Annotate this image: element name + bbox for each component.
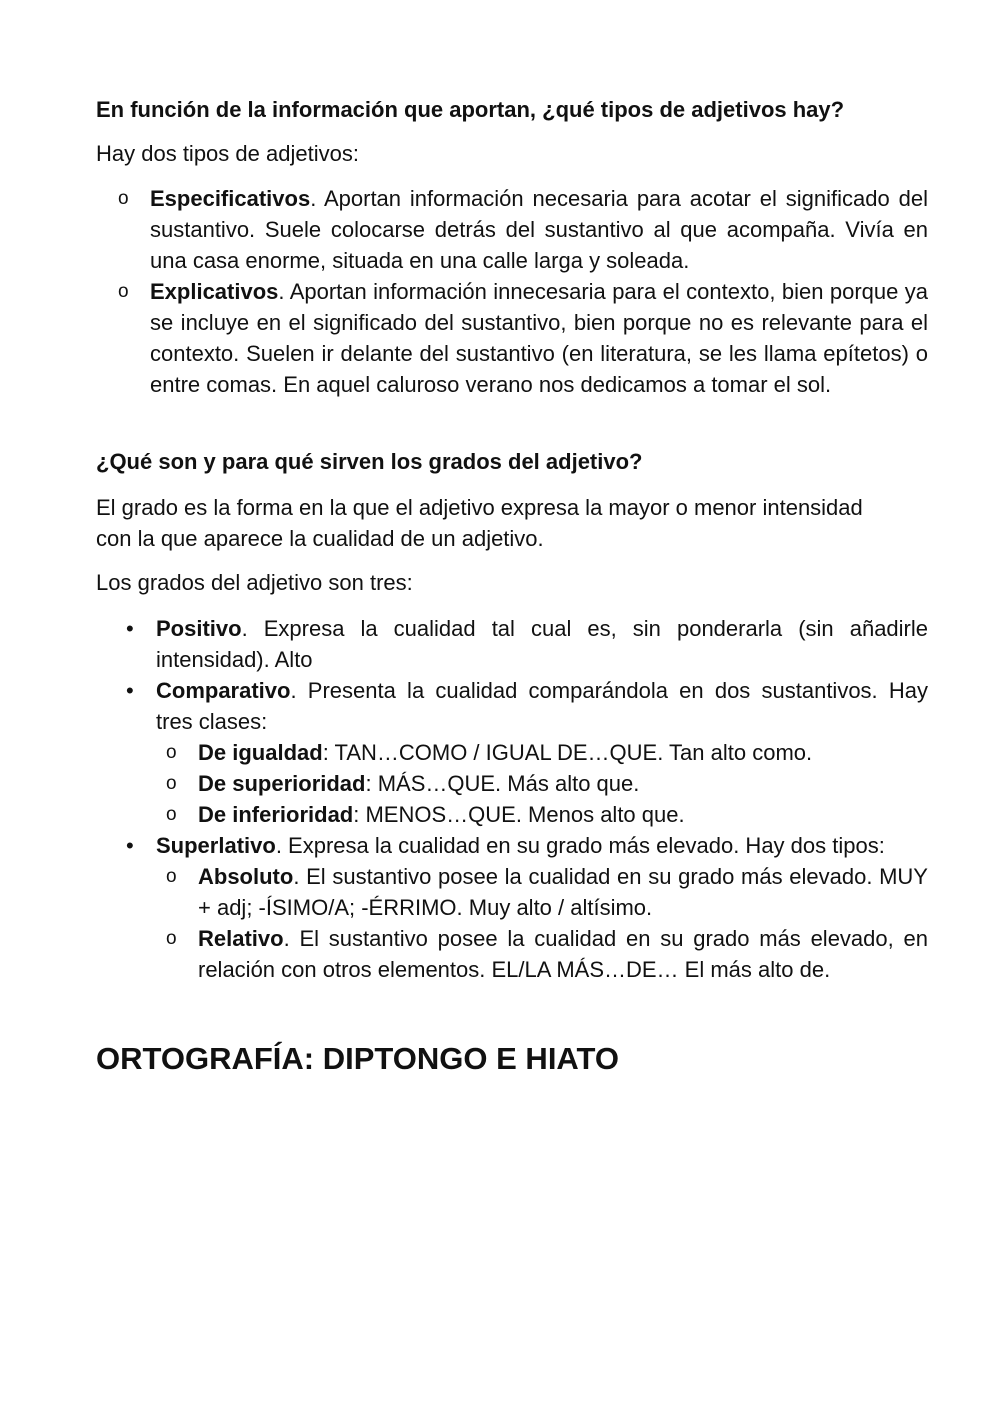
bullet-icon: • [126,616,134,641]
grades-definition-paragraph: El grado es la forma en la que el adjetivo expresa la mayor o menor intensidad con la que aparece la cualidad de un adjetivo. [96,495,863,551]
sub-item-igualdad [96,737,928,768]
section-title-ortografia: ORTOGRAFÍA: DIPTONGO E HIATO [96,1041,620,1076]
definition-relativo: . El sustantivo posee la cualidad en su grado más elevado, en relación con otros elementos. EL/LA MÁS…DE… El más alto de. [198,926,928,982]
heading-adjective-grades: ¿Qué son y para qué sirven los grados del adjetivo? [96,449,643,474]
sub-item-text [198,861,928,923]
list-item-text [156,675,928,737]
grades-list [96,613,928,985]
heading-adjective-types: En función de la información que aportan, ¿qué tipos de adjetivos hay? [96,97,845,122]
term-relativo: Relativo [198,926,284,951]
term-igualdad: De igualdad [198,740,323,765]
circle-bullet-icon: o [166,773,177,794]
definition-comparativo: . Presenta la cualidad comparándola en dos sustantivos. Hay tres clases: [156,678,928,734]
term-inferioridad: De inferioridad [198,802,354,827]
definition-especificativos: . Aportan información necesaria para acotar el significado del sustantivo. Suele colocarse detrás del sustantivo al que acompaña. Vivía en una casa enorme, situada en una calle larga y soleada. [150,186,928,273]
sub-item-text [198,768,928,799]
circle-bullet-icon: o [118,281,129,302]
term-absoluto: Absoluto [198,864,294,889]
definition-igualdad: : TAN…COMO / IGUAL DE…QUE. Tan alto como. [322,740,813,765]
definition-inferioridad: : MENOS…QUE. Menos alto que. [353,802,685,827]
grades-intro-paragraph: Los grados del adjetivo son tres: [96,570,413,595]
circle-bullet-icon: o [118,188,129,209]
term-explicativos: Explicativos [150,279,279,304]
list-item-text [156,830,888,861]
adjective-types-list [96,183,928,400]
list-item-explicativos [96,276,928,400]
list-item-text [156,613,928,675]
list-item-comparativo [96,675,928,737]
list-item-superlativo [96,830,928,861]
list-item-positivo [96,613,928,675]
sub-item-inferioridad [96,799,928,830]
circle-bullet-icon: o [166,742,177,763]
circle-bullet-icon: o [166,928,177,949]
list-item-especificativos [96,183,928,276]
circle-bullet-icon: o [166,866,177,887]
definition-superlativo: . Expresa la cualidad en su grado más elevado. Hay dos tipos: [275,833,885,858]
term-comparativo: Comparativo [156,678,291,703]
document-page [96,94,928,1079]
term-positivo: Positivo [156,616,242,641]
intro-adjective-types: Hay dos tipos de adjetivos: [96,141,359,166]
sub-item-relativo [96,923,928,985]
sub-item-absoluto [96,861,928,923]
circle-bullet-icon: o [166,804,177,825]
term-superioridad: De superioridad [198,771,366,796]
definition-positivo: . Expresa la cualidad tal cual es, sin ponderarla (sin añadirle intensidad). Alto [156,616,928,672]
sub-item-text [198,799,928,830]
term-especificativos: Especificativos [150,186,311,211]
definition-superioridad: : MÁS…QUE. Más alto que. [365,771,640,796]
sub-item-text [198,737,928,768]
bullet-icon: • [126,678,134,703]
definition-explicativos: . Aportan información innecesaria para el contexto, bien porque ya se incluye en el significado del sustantivo, bien porque no es relevante para el contexto. Suelen ir delante del sustantivo (en literatura, se les llama epítetos) o entre comas. En aquel caluroso verano nos dedicamos a tomar el sol. [150,279,928,397]
list-item-text [150,276,928,400]
bullet-icon: • [126,833,134,858]
sub-item-superioridad [96,768,928,799]
list-item-text [150,183,928,276]
definition-absoluto: . El sustantivo posee la cualidad en su grado más elevado. MUY + adj; -ÍSIMO/A; -ÉRRIMO. Muy alto / altísimo. [198,864,928,920]
sub-item-text [198,923,928,985]
term-superlativo: Superlativo [156,833,276,858]
